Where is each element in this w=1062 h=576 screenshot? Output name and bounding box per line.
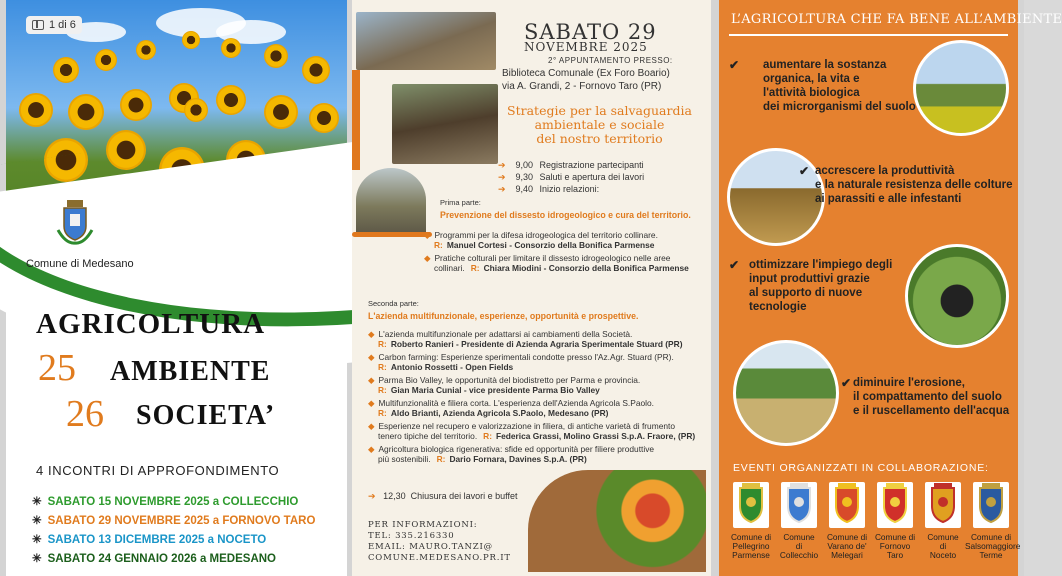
diamond-icon: ◆	[368, 398, 375, 408]
event-item	[32, 551, 276, 565]
medesano-crest-icon	[58, 200, 92, 244]
partner-crest-icon	[733, 482, 769, 528]
topic-text-cont: collinari.	[434, 263, 465, 273]
diamond-icon: ◆	[424, 230, 431, 240]
topic-text-cont: tenero tipiche del territorio.	[378, 431, 478, 441]
program-topic	[368, 444, 654, 454]
speaker-name: Gian Maria Cunial - vice presidente Parma Bio Valley	[390, 385, 600, 395]
benefit-item	[853, 376, 1009, 418]
closing-line: ➔ 12,30 Chiusura dei lavori e buffet	[368, 491, 518, 501]
partner-label-line: Comune	[927, 532, 959, 542]
speaker-name: Federica Grassi, Molino Grassi S.p.A. Fraore, (PR)	[496, 431, 696, 441]
event-date: SABATO 29	[524, 20, 657, 44]
partner-crest-icon	[925, 482, 961, 528]
benefit-line: al supporto di nuove	[749, 287, 863, 299]
venue-line-2: via A. Grandi, 2 - Fornovo Taro (PR)	[502, 81, 662, 92]
partner-label-line: Terme	[979, 550, 1003, 560]
program-topic	[368, 398, 654, 408]
sunflower	[221, 38, 241, 58]
benefit-line: il compattamento del suolo	[853, 391, 1002, 403]
event-text: SABATO 29 NOVEMBRE 2025 a FORNOVO TARO	[47, 515, 316, 527]
schedule-time: 9,00	[515, 160, 534, 170]
benefit-line: e la naturale resistenza delle colture	[815, 179, 1013, 191]
sunflower	[184, 98, 208, 122]
diamond-icon: ◆	[368, 375, 375, 385]
part2-label: Seconda parte:	[368, 299, 419, 308]
partner-label-line: Pellegrino	[732, 541, 770, 551]
partner-crest-icon	[829, 482, 865, 528]
image-counter-badge[interactable]	[26, 16, 82, 34]
sunflower	[136, 40, 156, 60]
benefit-item	[749, 258, 892, 314]
program-speaker-line	[378, 385, 600, 395]
drilling-photo	[356, 12, 496, 70]
partner-label	[773, 533, 825, 560]
partner-label-line: Comune di	[826, 532, 868, 542]
arrow-icon: ➔	[498, 172, 506, 182]
speaker-prefix: R:	[470, 263, 480, 273]
sunflower	[182, 31, 200, 49]
event-text: SABATO 13 DICEMBRE 2025 a NOCETO	[47, 534, 267, 546]
check-icon: ✔	[729, 258, 740, 272]
topic-text: Carbon farming: Esperienze sperimentali condotte presso l'Az.Agr. Stuard (PR).	[378, 352, 674, 362]
speaker-prefix: R:	[378, 339, 387, 349]
sunflower	[302, 56, 330, 84]
diamond-icon: ◆	[368, 421, 375, 431]
speaker-prefix: R:	[483, 431, 492, 441]
part1-label: Prima parte:	[440, 198, 481, 207]
program-speaker-line	[434, 263, 689, 273]
partner-crest-icon	[973, 482, 1009, 528]
benefit-line: organica, la vita e	[763, 73, 860, 85]
check-icon: ✔	[799, 164, 810, 178]
speaker-prefix: R:	[378, 362, 387, 372]
event-text: SABATO 24 GENNAIO 2026 a MEDESANO	[47, 553, 277, 565]
topic-text-cont: più sostenibili.	[378, 454, 431, 464]
event-item	[32, 513, 315, 527]
sunflower	[53, 57, 79, 83]
schedule-time: 9,30	[515, 172, 534, 182]
comune-label: Comune di Medesano	[26, 258, 134, 270]
partner-label	[869, 533, 921, 560]
year-26: 26	[66, 393, 104, 435]
program-topic	[368, 375, 640, 385]
trench-photo	[392, 84, 498, 164]
benefits-title: L’AGRICOLTURA CHE FA BENE ALL’AMBIENTE	[731, 12, 1062, 27]
topic-text: Programmi per la difesa idrogeologica del territorio collinare.	[434, 230, 658, 240]
diamond-icon: ◆	[368, 352, 375, 362]
sunflower	[19, 93, 53, 127]
tech-photo	[905, 244, 1009, 348]
poster-benefits	[719, 0, 1062, 576]
program-speaker-line	[378, 362, 513, 372]
diamond-icon: ◆	[424, 253, 431, 263]
poster-main	[6, 0, 347, 576]
asterisk-icon: ✳	[32, 534, 42, 546]
partner-label-line: Comune	[783, 532, 815, 542]
check-icon: ✔	[729, 58, 740, 72]
speaker-name: Antonio Rossetti - Open Fields	[390, 362, 514, 372]
partner-crest-icon	[781, 482, 817, 528]
partner-label	[725, 533, 777, 560]
program-speaker-line	[378, 408, 608, 418]
image-counter: 1 di 6	[49, 19, 76, 31]
benefit-line: aumentare la sostanza	[763, 59, 887, 71]
topic-text: Esperienze nel recupero e valorizzazione in filiera, di antiche varietà di frumento	[378, 421, 675, 431]
landslide-photo	[356, 168, 426, 232]
partner-label-line: Melegari	[831, 550, 863, 560]
arrow-icon: ➔	[498, 160, 506, 170]
year-25: 25	[38, 347, 76, 389]
schedule-item	[498, 160, 644, 170]
partner-label-line: Noceto	[929, 550, 957, 560]
topic-text: Parma Bio Valley, le opportunità del biodistretto per Parma e provincia.	[378, 375, 641, 385]
sunflower	[216, 85, 246, 115]
program-speaker-line	[434, 240, 654, 250]
speaker-name: Aldo Brianti, Azienda Agricola S.Paolo, Medesano (PR)	[390, 408, 609, 418]
sunflower	[264, 44, 288, 68]
event-item	[32, 532, 266, 546]
check-icon: ✔	[841, 376, 852, 390]
partner-label	[821, 533, 873, 560]
sunflower	[68, 94, 104, 130]
benefit-line: ottimizzare l'impiego degli	[749, 259, 893, 271]
title-ambiente: AMBIENTE	[110, 356, 271, 387]
benefit-line: tecnologie	[749, 301, 807, 313]
benefit-line: l'attività biologica	[763, 87, 860, 99]
partner-label-line: Collecchio	[779, 550, 819, 560]
schedule-text: Registrazione partecipanti	[539, 160, 644, 170]
part2-title: L'azienda multifunzionale, esperienze, opportunità e prospettive.	[368, 311, 639, 321]
program-speaker-line	[378, 454, 587, 464]
partner-label-line: Taro	[886, 550, 904, 560]
speaker-name: Manuel Cortesi - Consorzio della Bonifica Parmense	[446, 240, 655, 250]
partner-label-line: Comune di	[970, 532, 1012, 542]
speaker-prefix: R:	[378, 385, 387, 395]
program-speaker-line	[378, 339, 682, 349]
speaker-name: Roberto Ranieri - Presidente di Azienda Agraria Sperimentale Stuard (PR)	[390, 339, 683, 349]
partner-label-line: Comune di	[730, 532, 772, 542]
incontri-heading: 4 INCONTRI DI APPROFONDIMENTO	[36, 463, 280, 478]
food-basket-photo	[528, 470, 706, 572]
asterisk-icon: ✳	[32, 553, 42, 565]
sunflower	[95, 49, 117, 71]
partner-label-line: Varano de'	[827, 541, 867, 551]
sunflower	[120, 89, 152, 121]
partner-label-line: Salsomaggiore	[965, 541, 1021, 551]
partner-label-line: Comune di	[874, 532, 916, 542]
event-text: SABATO 15 NOVEMBRE 2025 a COLLECCHIO	[47, 496, 299, 508]
strategie-title: Strategie per la salvaguardia ambientale e sociale del nostro territorio	[507, 103, 692, 146]
gallery-icon	[32, 20, 44, 30]
arrow-icon: ➔	[498, 184, 506, 194]
event-item	[32, 494, 298, 508]
field-photo-2	[727, 148, 825, 246]
program-speaker-line	[378, 431, 695, 441]
event-month: NOVEMBRE 2025	[524, 40, 648, 54]
benefit-line: dei microrganismi del suolo	[763, 101, 916, 113]
partner-label	[917, 533, 969, 560]
info-block: PER INFORMAZIONI: TEL: 335.216330 EMAIL: MAURO.TANZI@ COMUNE.MEDESANO.PR.IT	[368, 520, 511, 563]
diamond-icon: ◆	[368, 444, 375, 454]
topic-text: L'azienda multifunzionale per adattarsi ai cambiamenti della Società.	[378, 329, 633, 339]
field-photo-1	[913, 40, 1009, 136]
schedule-text: Inizio relazioni:	[539, 184, 600, 194]
part1-title: Prevenzione del dissesto idrogeologico e cura del territorio.	[440, 210, 691, 220]
partners-heading: EVENTI ORGANIZZATI IN COLLABORAZIONE:	[733, 462, 989, 474]
benefit-line: ai parassiti e alle infestanti	[815, 193, 962, 205]
schedule-text: Saluti e apertura dei lavori	[539, 172, 645, 182]
benefit-line: accrescere la produttività	[815, 165, 955, 177]
program-topic	[368, 329, 632, 339]
partner-label	[965, 532, 1021, 560]
program-topic	[424, 230, 658, 240]
topic-text: Agricoltura biologica rigenerativa: sfide ed opportunità per filiere produttive	[378, 444, 655, 454]
partner-label-line: di	[795, 541, 803, 551]
program-topic	[368, 352, 674, 362]
benefit-line: diminuire l'erosione,	[853, 377, 966, 389]
venue-line-1: Biblioteca Comunale (Ex Foro Boario)	[502, 68, 670, 79]
program-topic	[368, 421, 675, 431]
benefit-line: input produttivi grazie	[749, 273, 870, 285]
speaker-prefix: R:	[434, 240, 443, 250]
partner-label-line: Fornovo	[879, 541, 911, 551]
hills-photo	[733, 340, 839, 446]
schedule-item	[498, 172, 644, 182]
poster-program	[352, 0, 711, 576]
asterisk-icon: ✳	[32, 496, 42, 508]
speaker-name: Dario Fornara, Davines S.p.A. (PR)	[449, 454, 587, 464]
benefit-item	[815, 164, 1013, 206]
speaker-prefix: R:	[378, 408, 387, 418]
topic-text: Pratiche colturali per limitare il dissesto idrogeologico nelle aree	[434, 253, 671, 263]
topic-text: Multifunzionalità e filiera corta. L'esperienza dell'Azienda Agricola S.Paolo.	[378, 398, 654, 408]
speaker-name: Chiara Miodini - Consorzio della Bonifica Parmense	[483, 263, 689, 273]
schedule-item	[498, 184, 599, 194]
partner-label-line: Parmense	[732, 550, 770, 560]
title-agricoltura: AGRICOLTURA	[36, 308, 266, 340]
partner-crest-icon	[877, 482, 913, 528]
diamond-icon: ◆	[368, 329, 375, 339]
program-topic	[424, 253, 670, 263]
title-societa: SOCIETA’	[136, 400, 276, 431]
benefit-item	[763, 58, 916, 114]
benefit-line: e il ruscellamento dell'acqua	[853, 405, 1010, 417]
appuntamento-label: 2° APPUNTAMENTO PRESSO:	[548, 56, 673, 65]
partner-label-line: di	[939, 541, 947, 551]
asterisk-icon: ✳	[32, 515, 42, 527]
speaker-prefix: R:	[436, 454, 446, 464]
schedule-time: 9,40	[515, 184, 534, 194]
